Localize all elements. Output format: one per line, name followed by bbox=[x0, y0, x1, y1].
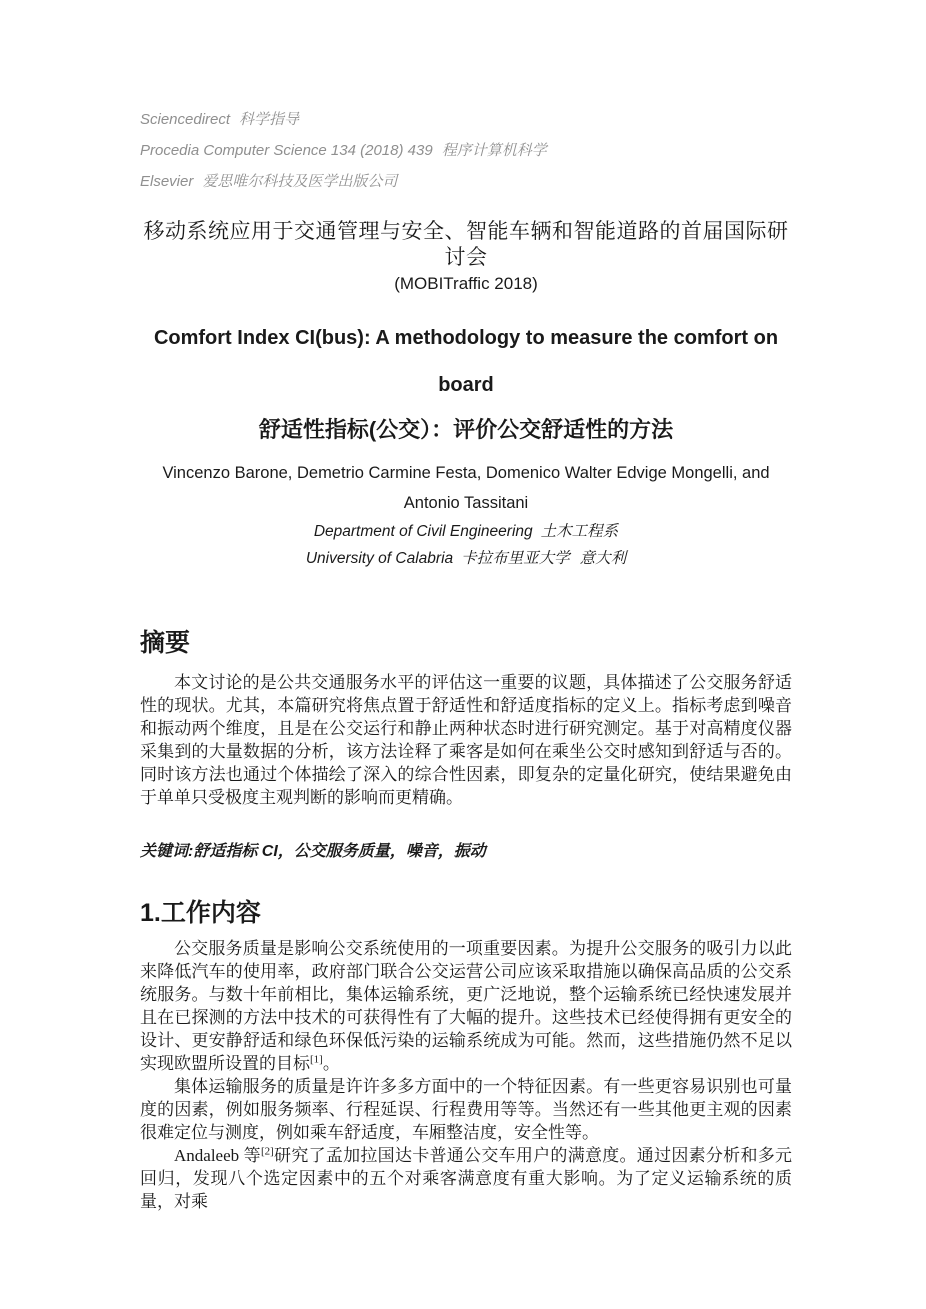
conference-title-block bbox=[140, 218, 792, 297]
paper-title-en-line2: board bbox=[438, 374, 494, 396]
department-zh: 土木工程系 bbox=[540, 522, 619, 540]
paragraph-1 bbox=[140, 937, 792, 1075]
paragraph-2: 集体运输服务的质量是许许多多方面中的一个特征因素。有一些更容易识别也可量度的因素，例如服务频率、行程延误、行程费用等等。当然还有一些其他更主观的因素很难定位与测度，例如乘车舒适度，车厢整洁度，安全性等。 bbox=[140, 1077, 792, 1142]
conference-title: 移动系统应用于交通管理与安全、智能车辆和智能道路的首届国际研讨会 bbox=[143, 219, 789, 269]
university-zh: 卡拉布里亚大学 bbox=[461, 549, 570, 567]
publisher-label-zh: 爱思唯尔科技及医学出版公司 bbox=[202, 172, 398, 190]
reference-1-marker: [1] bbox=[310, 1053, 323, 1066]
paragraph-1-tail: 。 bbox=[322, 1054, 340, 1073]
reference-2-marker: [2] bbox=[260, 1145, 274, 1158]
header-line-sciencedirect bbox=[140, 104, 792, 135]
paragraph-3-text: 研究了孟加拉国达卡普通公交车用户的满意度。通过因素分析和多元回归，发现八个选定因素中的五个对乘客满意度有重大影响。为了定义运输系统的质量，对乘 bbox=[140, 1146, 792, 1211]
paper-title-en-line1: Comfort Index CI(bus): A methodology to measure the comfort on bbox=[153, 327, 779, 349]
section1-heading: 1.工作内容 bbox=[140, 899, 261, 927]
header-line-journal bbox=[140, 135, 792, 166]
affiliation-department bbox=[140, 518, 792, 545]
country-zh: 意大利 bbox=[579, 549, 627, 567]
paper-title-zh: 舒适性指标(公交）：评价公交舒适性的方法 bbox=[258, 417, 674, 442]
paragraph-1-text: 公交服务质量是影响公交系统使用的一项重要因素。为提升公交服务的吸引力以此来降低汽车的使用率，政府部门联合公交运营公司应该采取措施以确保高品质的公交系统服务。与数十年前相比，集体运输系统，更广泛地说，整个运输系统已经快速发展并且在已探测的方法中技术的可获得性有了大幅的提升。这些技术已经使得拥有更安全的设计、更安静舒适和绿色环保低污染的运输系统成为可能。然而，这些措施仍然不足以实现欧盟所设置的目标 bbox=[140, 939, 792, 1073]
affiliation-university bbox=[140, 545, 792, 572]
sciencedirect-label: Sciencedirect bbox=[140, 111, 231, 128]
department-en: Department of Civil Engineering bbox=[313, 523, 533, 540]
keywords-line: 关键词:舒适指标 CI，公交服务质量，噪音，振动 bbox=[140, 843, 486, 860]
paragraph-3-lead: Andaleeb 等 bbox=[174, 1146, 261, 1165]
affiliation-block bbox=[140, 518, 792, 572]
document-source-header bbox=[140, 104, 792, 197]
authors-line1: Vincenzo Barone, Demetrio Carmine Festa, Domenico Walter Edvige Mongelli, and bbox=[162, 464, 770, 482]
university-en: University of Calabria bbox=[305, 550, 454, 567]
publisher-label: Elsevier bbox=[140, 173, 194, 190]
journal-citation-zh: 程序计算机科学 bbox=[441, 141, 547, 159]
paper-title-en bbox=[140, 326, 792, 397]
paragraph-3 bbox=[140, 1144, 792, 1213]
journal-citation: Procedia Computer Science 134 (2018) 439 bbox=[140, 142, 433, 159]
authors-line2: Antonio Tassitani bbox=[403, 494, 529, 512]
authors-block bbox=[140, 458, 792, 518]
abstract-text: 本文讨论的是公共交通服务水平的评估这一重要的议题，具体描述了公交服务舒适性的现状。尤其，本篇研究将焦点置于舒适性和舒适度指标的定义上。指标考虑到噪音和振动两个维度，且是在公交运行和静止两种状态时进行研究测定。基于对高精度仪器采集到的大量数据的分析，该方法诠释了乘客是如何在乘坐公交时感知到舒适与否的。同时该方法也通过个体描绘了深入的综合性因素，即复杂的定量化研究，使结果避免由于单单只受极度主观判断的影响而更精确。 bbox=[140, 673, 792, 807]
page-content bbox=[140, 104, 792, 1213]
header-line-publisher bbox=[140, 166, 792, 197]
conference-subtitle: (MOBITraffic 2018) bbox=[394, 274, 538, 293]
sciencedirect-label-zh: 科学指导 bbox=[239, 110, 300, 128]
abstract-heading: 摘要 bbox=[140, 629, 191, 657]
